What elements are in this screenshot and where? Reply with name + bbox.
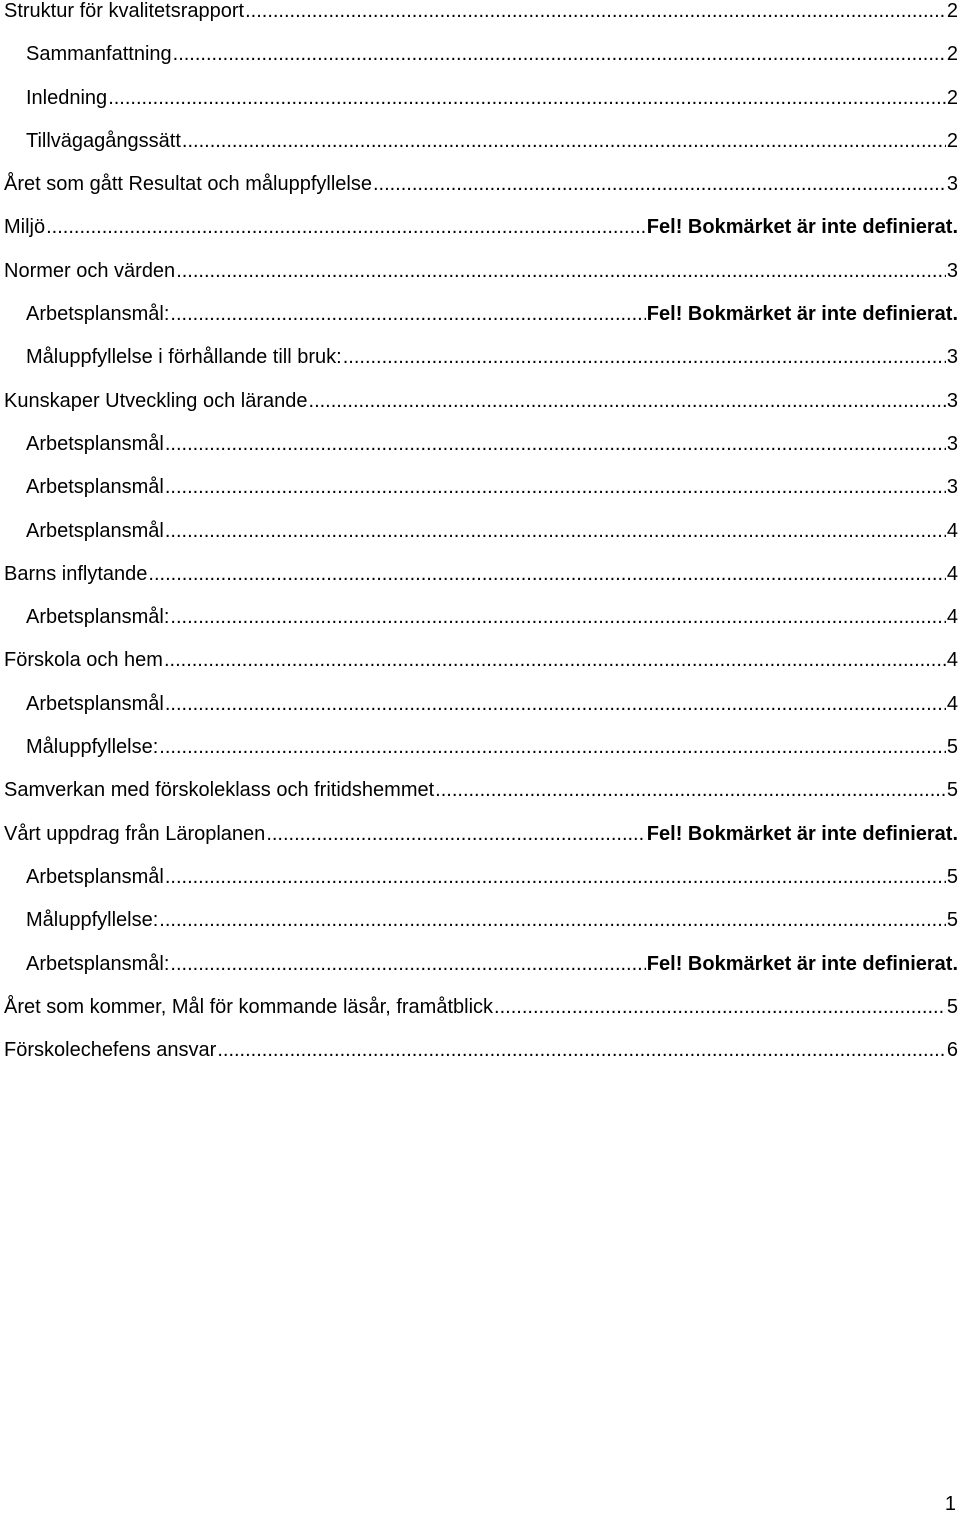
- toc-page-number: 4: [946, 606, 958, 629]
- toc-entry[interactable]: [4, 173, 958, 216]
- toc-entry-title: Inledning: [26, 86, 108, 109]
- toc-entry-title: Måluppfyllelse:: [26, 736, 159, 759]
- toc-entry[interactable]: [4, 779, 958, 822]
- toc-entry[interactable]: [4, 130, 958, 173]
- toc-entry-title: Förskolechefens ansvar: [4, 1039, 217, 1062]
- toc-entry[interactable]: [4, 823, 958, 866]
- toc-dot-leader: [170, 606, 945, 628]
- toc-page-number: 2: [946, 129, 958, 152]
- toc-error-message: Fel! Bokmärket är inte definierat.: [646, 303, 958, 326]
- toc-error-message: Fel! Bokmärket är inte definierat.: [646, 216, 958, 239]
- toc-page-number: 5: [946, 865, 958, 888]
- toc-error-message: Fel! Bokmärket är inte definierat.: [646, 952, 958, 975]
- toc-page-number: 5: [946, 995, 958, 1018]
- toc-dot-leader: [46, 216, 646, 238]
- toc-page-number: 4: [946, 519, 958, 542]
- toc-entry-title: Året som kommer, Mål för kommande läsår, framåtblick: [4, 995, 494, 1018]
- toc-dot-leader: [165, 520, 946, 542]
- toc-dot-leader: [170, 953, 645, 975]
- toc-page-number: 3: [946, 259, 958, 282]
- toc-page-number: 3: [946, 432, 958, 455]
- toc-dot-leader: [165, 866, 946, 888]
- toc-page-number: 4: [946, 649, 958, 672]
- toc-entry-title: Tillvägagångssätt: [26, 129, 181, 152]
- toc-entry-title: Arbetsplansmål: [26, 432, 164, 455]
- toc-entry[interactable]: [4, 649, 958, 692]
- toc-entry-title: Vårt uppdrag från Läroplanen: [4, 822, 266, 845]
- toc-dot-leader: [343, 346, 946, 368]
- toc-page-number: 3: [946, 389, 958, 412]
- toc-entry-title: Sammanfattning: [26, 43, 172, 66]
- toc-page-number: 3: [946, 346, 958, 369]
- toc-page-number: 5: [946, 779, 958, 802]
- toc-dot-leader: [494, 996, 946, 1018]
- toc-entry-title: Arbetsplansmål:: [26, 303, 170, 326]
- toc-entry[interactable]: [4, 909, 958, 952]
- toc-entry[interactable]: [4, 736, 958, 779]
- toc-entry[interactable]: [4, 260, 958, 303]
- toc-entry-title: Arbetsplansmål:: [26, 606, 170, 629]
- toc-entry-title: Arbetsplansmål: [26, 692, 164, 715]
- toc-page-number: 6: [946, 1039, 958, 1062]
- toc-dot-leader: [165, 433, 946, 455]
- toc-dot-leader: [266, 823, 645, 845]
- toc-entry[interactable]: [4, 606, 958, 649]
- toc-dot-leader: [173, 43, 946, 65]
- toc-dot-leader: [309, 390, 946, 412]
- toc-page-number: 3: [946, 476, 958, 499]
- toc-page-number: 2: [946, 0, 958, 22]
- toc-entry[interactable]: [4, 87, 958, 130]
- toc-entry-title: Året som gått Resultat och måluppfyllelse: [4, 173, 372, 196]
- toc-entry[interactable]: [4, 476, 958, 519]
- toc-entry-title: Förskola och hem: [4, 649, 163, 672]
- toc-page-number: 2: [946, 86, 958, 109]
- toc-entry[interactable]: [4, 693, 958, 736]
- toc-page-number: 5: [946, 909, 958, 932]
- toc-entry-title: Måluppfyllelse:: [26, 909, 159, 932]
- toc-entry-title: Barns inflytande: [4, 562, 148, 585]
- toc-dot-leader: [170, 303, 645, 325]
- toc-entry[interactable]: [4, 953, 958, 996]
- toc-dot-leader: [435, 779, 946, 801]
- toc-entry[interactable]: [4, 996, 958, 1039]
- toc-dot-leader: [165, 476, 946, 498]
- toc-dot-leader: [148, 563, 945, 585]
- toc-entry[interactable]: [4, 43, 958, 86]
- toc-entry[interactable]: [4, 563, 958, 606]
- toc-dot-leader: [159, 736, 946, 758]
- toc-page-number: 4: [946, 692, 958, 715]
- table-of-contents: [4, 0, 958, 1082]
- toc-entry-title: Miljö: [4, 216, 46, 239]
- toc-error-message: Fel! Bokmärket är inte definierat.: [646, 822, 958, 845]
- toc-entry-title: Normer och värden: [4, 259, 176, 282]
- toc-dot-leader: [108, 87, 946, 109]
- toc-entry[interactable]: [4, 303, 958, 346]
- toc-entry-title: Arbetsplansmål: [26, 865, 164, 888]
- toc-page-number: 5: [946, 736, 958, 759]
- toc-entry[interactable]: [4, 433, 958, 476]
- toc-dot-leader: [245, 0, 946, 22]
- toc-dot-leader: [176, 260, 946, 282]
- toc-entry-title: Samverkan med förskoleklass och fritidshemmet: [4, 779, 435, 802]
- toc-page-number: 2: [946, 43, 958, 66]
- toc-entry-title: Måluppfyllelse i förhållande till bruk:: [26, 346, 342, 369]
- toc-entry-title: Arbetsplansmål:: [26, 952, 170, 975]
- toc-entry-title: Arbetsplansmål: [26, 519, 164, 542]
- toc-entry[interactable]: [4, 346, 958, 389]
- toc-dot-leader: [373, 173, 946, 195]
- toc-entry-title: Struktur för kvalitetsrapport: [4, 0, 245, 22]
- toc-dot-leader: [182, 130, 946, 152]
- toc-dot-leader: [217, 1039, 946, 1061]
- toc-entry[interactable]: [4, 0, 958, 43]
- toc-page-number: 3: [946, 173, 958, 196]
- toc-entry[interactable]: [4, 520, 958, 563]
- page-number: 1: [944, 1493, 956, 1515]
- toc-dot-leader: [159, 909, 946, 931]
- toc-entry-title: Arbetsplansmål: [26, 476, 164, 499]
- toc-entry[interactable]: [4, 390, 958, 433]
- toc-dot-leader: [164, 649, 946, 671]
- toc-dot-leader: [165, 693, 946, 715]
- toc-entry-title: Kunskaper Utveckling och lärande: [4, 389, 308, 412]
- toc-entry[interactable]: [4, 866, 958, 909]
- toc-entry[interactable]: [4, 216, 958, 259]
- toc-page-number: 4: [946, 562, 958, 585]
- toc-entry[interactable]: [4, 1039, 958, 1082]
